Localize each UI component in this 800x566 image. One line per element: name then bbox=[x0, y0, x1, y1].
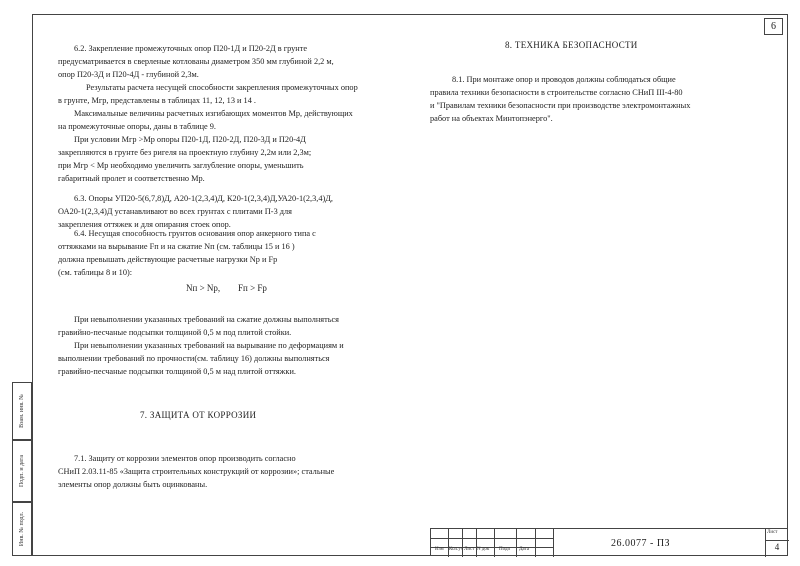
s7-line-3: элементы опор должны быть оцинкованы. bbox=[58, 480, 208, 489]
p64-line-2: оттяжками на вырывание Fп и на сжатие Nп (см. таблицы 15 и 16 ) bbox=[58, 242, 295, 251]
stamp-col-divider-5 bbox=[516, 529, 517, 557]
sidebar-label-original-inv: Инв. № подл. bbox=[19, 511, 25, 547]
p65-line-1: При невыполнении указанных требований на сжатие должны выполняться bbox=[74, 315, 339, 324]
title-block-stamp bbox=[430, 528, 788, 556]
p63-line-2: ОА20-1(2,3,4)Д устанавливают во всех грунтах с плитами П-3 для bbox=[58, 207, 292, 216]
p62-moments-line-2: на промежуточные опоры, даны в таблице 9. bbox=[58, 122, 217, 131]
formula-pullout: Fп > Fр bbox=[238, 283, 267, 293]
p64-line-3: должна превышать действующие расчетные нагрузки Nр и Fр bbox=[58, 255, 278, 264]
s7-line-1: 7.1. Защиту от коррозии элементов опор производить согласно bbox=[74, 454, 296, 463]
p62-results-line-1: Результаты расчета несущей способности закрепления промежуточных опор bbox=[86, 83, 358, 92]
s8-line-1: 8.1. При монтаже опор и проводов должны соблюдаться общие bbox=[452, 75, 676, 84]
stamp-sheet-divider bbox=[765, 540, 789, 541]
sidebar-box-replaced-inv bbox=[12, 382, 32, 440]
p64-line-4: (см. таблицы 8 и 10): bbox=[58, 268, 133, 277]
stamp-col-divider-1 bbox=[448, 529, 449, 557]
p62-results-line-2: в грунте, Мгр, представлены в таблицах 11, 12, 13 и 14 . bbox=[58, 96, 257, 105]
stamp-label-date: Дата bbox=[519, 547, 529, 552]
document-code: 26.0077 - ПЗ bbox=[611, 538, 671, 549]
stamp-sheet-number: 4 bbox=[774, 542, 780, 552]
sidebar-box-original-inv bbox=[12, 502, 32, 556]
page-number: 6 bbox=[764, 18, 783, 35]
section-8-heading: 8. ТЕХНИКА БЕЗОПАСНОСТИ bbox=[505, 40, 638, 50]
sidebar-label-replaced-inv: Взам. инв. № bbox=[19, 394, 25, 428]
stamp-label-signature: Подп bbox=[499, 547, 511, 552]
p62-condition-line-1: При условии Мгр >Мр опоры П20-1Д, П20-2Д, П20-3Д и П20-4Д bbox=[74, 135, 306, 144]
p62-line-2: предусматривается в сверленые котлованы диаметром 350 мм глубиной 2,2 м, bbox=[58, 57, 334, 66]
p65-line-4: выполнении требований по прочности(см. таблицу 16) должны выполняться bbox=[58, 354, 330, 363]
sidebar-box-signature-date bbox=[12, 440, 32, 502]
p63-line-3: закрепления оттяжек и для опирания стоек опор. bbox=[58, 220, 231, 229]
stamp-col-divider-7 bbox=[553, 529, 554, 557]
s8-line-3: и "Правилам техники безопасности при производстве электромонтажных bbox=[430, 101, 691, 110]
p62-line-1: 6.2. Закрепление промежуточных опор П20-1Д и П20-2Д в грунте bbox=[74, 44, 308, 53]
s8-line-2: правила техники безопасности в строительстве согласно СНиП III-4-80 bbox=[430, 88, 683, 97]
p65-line-3: При невыполнении указанных требований на вырывание по деформациям и bbox=[74, 341, 344, 350]
p65-line-2: гравийно-песчаные подсыпки толщиной 0,5 м под плитой стойки. bbox=[58, 328, 292, 337]
stamp-label-change: Изм bbox=[435, 547, 444, 552]
s7-line-2: СНиП 2.03.11-85 «Защита строительных конструкций от коррозии»; стальные bbox=[58, 467, 335, 476]
p62-condition-line-4: габаритный пролет и соответственно Мр. bbox=[58, 174, 205, 183]
s8-line-4: работ на объектах Минтопэнерго". bbox=[430, 114, 553, 123]
stamp-sheet-label: Лист bbox=[767, 530, 778, 535]
left-margin-strip bbox=[1, 14, 12, 556]
p62-line-3: опор П20-3Д и П20-4Д - глубиной 2,3м. bbox=[58, 70, 199, 79]
p62-moments-line-1: Максимальные величины расчетных изгибающих моментов Мр, действующих bbox=[74, 109, 353, 118]
p65-line-5: гравийно-песчаные подсыпки толщиной 0,5 м над плитой оттяжки. bbox=[58, 367, 296, 376]
p64-line-1: 6.4. Несущая способность грунтов основания опор анкерного типа с bbox=[74, 229, 316, 238]
p62-condition-line-2: закрепляются в грунте без ригеля на проектную глубину 2,2м или 2,3м; bbox=[58, 148, 312, 157]
p62-condition-line-3: при Мгр < Мр необходимо увеличить заглубление опоры, уменьшить bbox=[58, 161, 304, 170]
section-7-heading: 7. ЗАЩИТА ОТ КОРРОЗИИ bbox=[140, 410, 257, 420]
stamp-col-divider-3 bbox=[476, 529, 477, 557]
stamp-col-divider-4 bbox=[494, 529, 495, 557]
stamp-col-divider-2 bbox=[462, 529, 463, 557]
sidebar-label-signature-date: Подп. и дата bbox=[19, 454, 25, 488]
stamp-label-doc: N док bbox=[477, 547, 490, 552]
stamp-label-sheet: Лист bbox=[464, 547, 475, 552]
formula-compression: Nп > Nр, bbox=[186, 283, 221, 293]
stamp-col-divider-6 bbox=[535, 529, 536, 557]
stamp-label-count: Кол.уч bbox=[449, 547, 464, 552]
stamp-col-divider-8 bbox=[765, 529, 766, 557]
p63-line-1: 6.3. Опоры УП20-5(6,7,8)Д, А20-1(2,3,4)Д, К20-1(2,3,4)Д,УА20-1(2,3,4)Д, bbox=[74, 194, 333, 203]
